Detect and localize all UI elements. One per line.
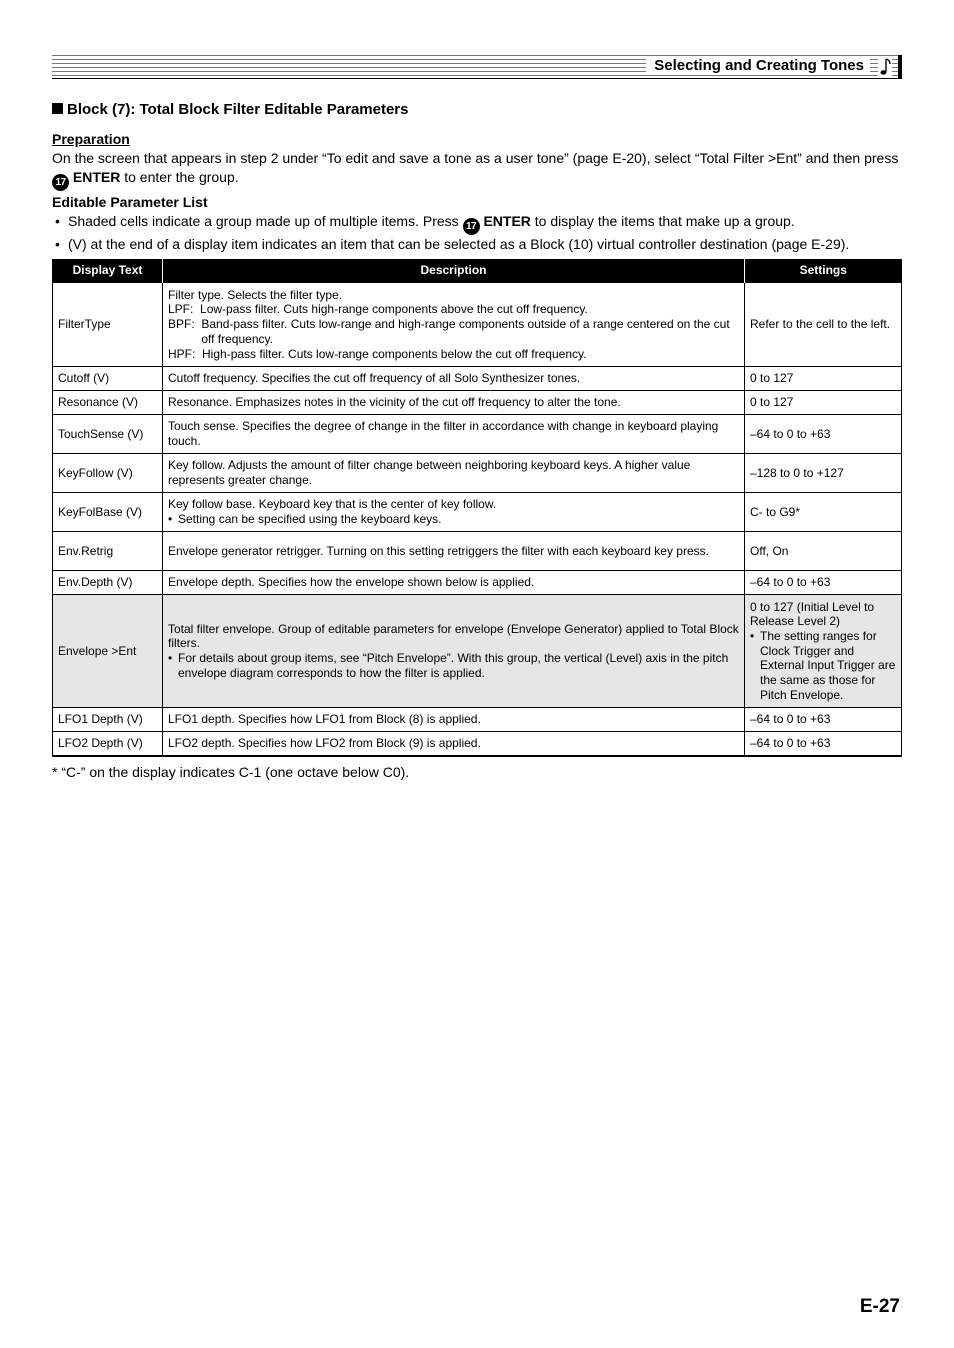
cell-settings: Off, On (745, 532, 902, 571)
table-row (53, 708, 902, 732)
cell-description: Envelope generator retrigger. Turning on this setting retriggers the filter with each keyboard key press. (163, 532, 745, 571)
square-bullet-icon (52, 103, 63, 114)
enter-button-label: ENTER (483, 213, 531, 229)
header-title: Selecting and Creating Tones (646, 57, 870, 75)
column-header-settings: Settings (745, 259, 902, 283)
cell-display: KeyFollow (V) (53, 454, 163, 493)
button-17-icon: 17 (52, 174, 69, 191)
parameter-table (52, 259, 902, 757)
cell-display: Env.Depth (V) (53, 571, 163, 595)
preparation-label: Preparation (52, 131, 130, 147)
cell-settings: C- to G9* (745, 493, 902, 532)
enter-button-label: ENTER (72, 169, 121, 185)
cell-display: Envelope >Ent (53, 595, 163, 708)
column-header-description: Description (163, 259, 745, 283)
cell-display: TouchSense (V) (53, 415, 163, 454)
header-end-bar (898, 55, 902, 79)
table-row (53, 415, 902, 454)
table-row (53, 367, 902, 391)
cell-display: LFO2 Depth (V) (53, 732, 163, 756)
list-item: • (V) at the end of a display item indicates an item that can be selected as a Block (10) virtual controller destination (page E-29). (52, 235, 922, 253)
table-header-row (53, 259, 902, 283)
cell-settings: –64 to 0 to +63 (745, 708, 902, 732)
cell-settings: 0 to 127 (Initial Level to Release Level 2) • The setting ranges for Clock Trigger and External Input Trigger are the same as those for Pitch Envelope. (745, 595, 902, 708)
param-list-label: Editable Parameter List (52, 194, 208, 210)
cell-display: Cutoff (V) (53, 367, 163, 391)
table-row (53, 454, 902, 493)
table-row (53, 283, 902, 367)
param-list-bullets (52, 212, 922, 253)
footnote: * “C-” on the display indicates C-1 (one octave below C0). (52, 764, 410, 780)
cell-description: LFO1 depth. Specifies how LFO1 from Block (8) is applied. (163, 708, 745, 732)
cell-description: Touch sense. Specifies the degree of change in the filter in accordance with change in keyboard playing touch. (163, 415, 745, 454)
cell-display: LFO1 Depth (V) (53, 708, 163, 732)
cell-display: Env.Retrig (53, 532, 163, 571)
table-row (53, 391, 902, 415)
column-header-display-text: Display Text (53, 259, 163, 283)
table-row (53, 493, 902, 532)
table-row (53, 732, 902, 756)
cell-description: Total filter envelope. Group of editable parameters for envelope (Envelope Generator) applied to Total Block filters. • For details about group items, see “Pitch Envelope”. With this group, the vertical (Level) axis in the pitch envelope diagram corresponds to how the filter is applied. (163, 595, 745, 708)
cell-settings: –64 to 0 to +63 (745, 571, 902, 595)
cell-description: Filter type. Selects the filter type. LPF: Low-pass filter. Cuts high-range components above the cut off frequency. BPF: Band-pass filter. Cuts low-range and high-range components outside of a range centered on the cut off frequency. HPF: High-pass filter. Cuts low-range components below the cut off frequency. (163, 283, 745, 367)
cell-settings: –128 to 0 to +127 (745, 454, 902, 493)
cell-display: FilterType (53, 283, 163, 367)
preparation-text: On the screen that appears in step 2 under “To edit and save a tone as a user tone” (page E-20), select “Total Filter >Ent” and then press 17 ENTER to enter the group. (52, 149, 912, 191)
music-note-icon (878, 56, 892, 76)
cell-description: LFO2 depth. Specifies how LFO2 from Block (9) is applied. (163, 732, 745, 756)
page-header (52, 55, 902, 79)
cell-description: Key follow base. Keyboard key that is the center of key follow. • Setting can be specified using the keyboard keys. (163, 493, 745, 532)
cell-description: Key follow. Adjusts the amount of filter change between neighboring keyboard keys. A higher value represents greater change. (163, 454, 745, 493)
section-heading: Block (7): Total Block Filter Editable Parameters (52, 101, 408, 119)
cell-settings: –64 to 0 to +63 (745, 415, 902, 454)
cell-settings: 0 to 127 (745, 367, 902, 391)
cell-display: Resonance (V) (53, 391, 163, 415)
cell-description: Resonance. Emphasizes notes in the vicinity of the cut off frequency to alter the tone. (163, 391, 745, 415)
button-17-icon: 17 (463, 218, 480, 235)
cell-description: Envelope depth. Specifies how the envelope shown below is applied. (163, 571, 745, 595)
cell-settings: 0 to 127 (745, 391, 902, 415)
cell-description: Cutoff frequency. Specifies the cut off frequency of all Solo Synthesizer tones. (163, 367, 745, 391)
cell-display: KeyFolBase (V) (53, 493, 163, 532)
cell-settings: –64 to 0 to +63 (745, 732, 902, 756)
table-row-group (53, 595, 902, 708)
list-item: • Shaded cells indicate a group made up of multiple items. Press 17 ENTER to display the items that make up a group. (52, 212, 922, 235)
table-row (53, 532, 902, 571)
page-number: E-27 (859, 1296, 900, 1317)
table-row (53, 571, 902, 595)
cell-settings: Refer to the cell to the left. (745, 283, 902, 367)
